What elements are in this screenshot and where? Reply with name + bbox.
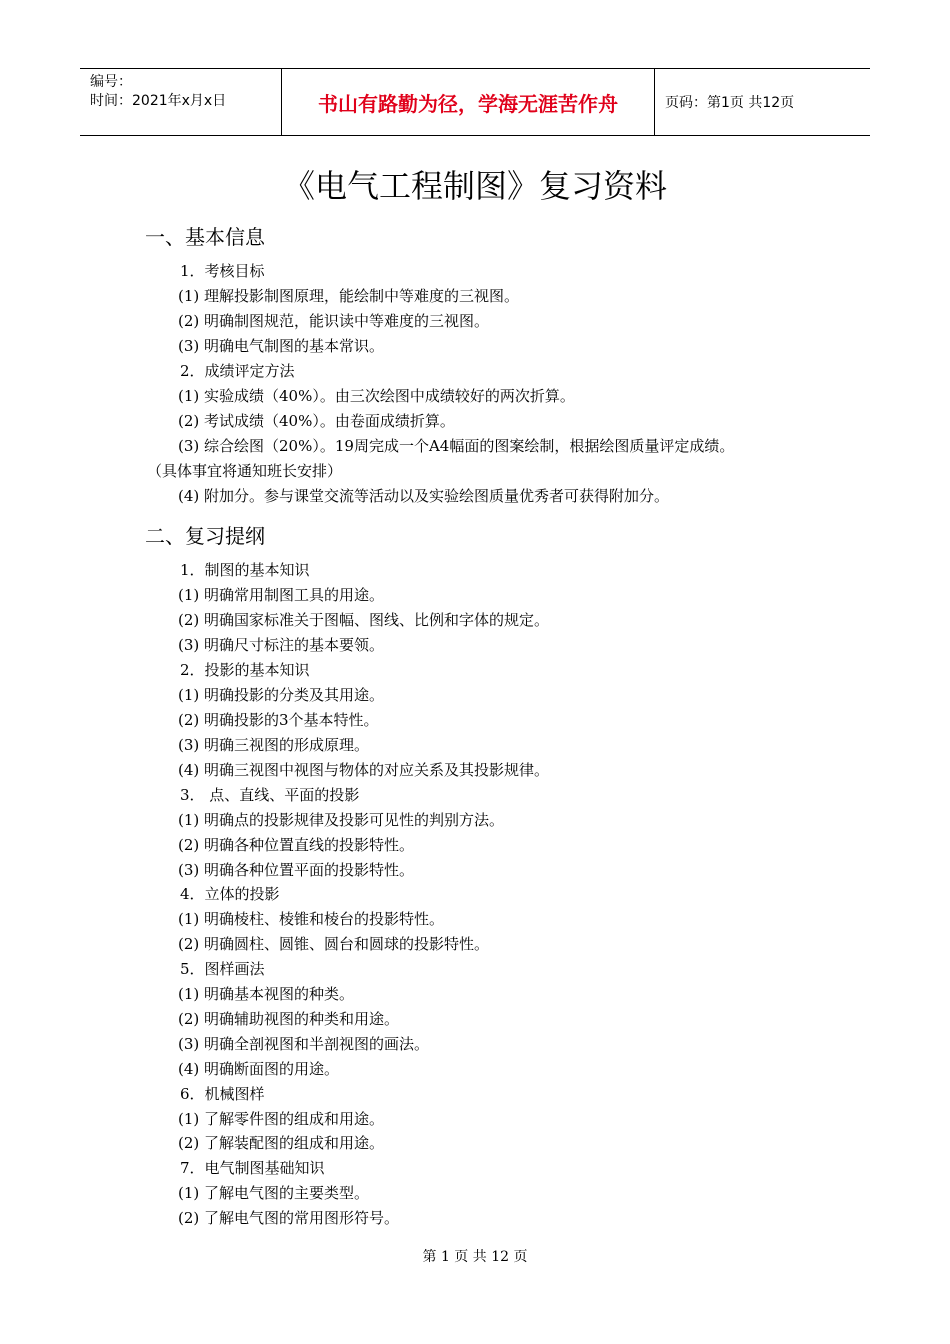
text-line: 4．立体的投影 (180, 885, 280, 903)
text-line: 2．投影的基本知识 (180, 661, 310, 679)
header-meta-cell (80, 69, 282, 135)
text-line: (2) 了解装配图的组成和用途。 (178, 1134, 385, 1152)
text-line: (3) 明确各种位置平面的投影特性。 (178, 861, 415, 879)
text-line: （具体事宜将通知班长安排） (147, 462, 343, 480)
page-title: 《电气工程制图》复习资料 (282, 167, 667, 205)
page-footer: 第 1 页 共 12 页 (422, 1249, 528, 1265)
text-line: 2．成绩评定方法 (180, 362, 295, 380)
text-line: (3) 明确电气制图的基本常识。 (178, 337, 385, 355)
text-line: (2) 明确投影的3个基本特性。 (178, 711, 379, 729)
text-line: 7．电气制图基础知识 (180, 1159, 325, 1177)
text-line: (2) 明确辅助视图的种类和用途。 (178, 1010, 400, 1028)
text-line: (3) 明确全剖视图和半剖视图的画法。 (178, 1035, 430, 1053)
text-line: 3． 点、直线、平面的投影 (180, 786, 360, 804)
text-line: (3) 综合绘图（20%）。19周完成一个A4幅面的图案绘制，根据绘图质量评定成绩。 (178, 437, 735, 455)
page-info: 页码：第1页 共12页 (665, 95, 795, 111)
text-line: (4) 附加分。参与课堂交流等活动以及实验绘图质量优秀者可获得附加分。 (178, 487, 670, 505)
text-line: 5．图样画法 (180, 960, 265, 978)
text-line: 1．考核目标 (180, 262, 265, 280)
text-line: (3) 明确三视图的形成原理。 (178, 736, 370, 754)
text-line: (2) 明确制图规范，能识读中等难度的三视图。 (178, 312, 490, 330)
text-line: (2) 明确国家标准关于图幅、图线、比例和字体的规定。 (178, 611, 550, 629)
text-line: (1) 了解零件图的组成和用途。 (178, 1110, 385, 1128)
text-line: (1) 明确基本视图的种类。 (178, 985, 355, 1003)
text-line: (1) 明确投影的分类及其用途。 (178, 686, 385, 704)
header-table (80, 68, 870, 136)
text-line: (3) 明确尺寸标注的基本要领。 (178, 636, 385, 654)
text-line: (1) 了解电气图的主要类型。 (178, 1184, 370, 1202)
text-line: (1) 明确棱柱、棱锥和棱台的投影特性。 (178, 910, 445, 928)
text-line: (2) 考试成绩（40%）。由卷面成绩折算。 (178, 412, 455, 430)
text-line: 1．制图的基本知识 (180, 561, 310, 579)
number-label: 编号： (90, 74, 132, 90)
text-line: (2) 了解电气图的常用图形符号。 (178, 1209, 400, 1227)
section-heading-review-outline: 二、复习提纲 (145, 524, 265, 548)
section-heading-basic-info: 一、基本信息 (145, 225, 265, 249)
text-line: (4) 明确断面图的用途。 (178, 1060, 340, 1078)
text-line: (4) 明确三视图中视图与物体的对应关系及其投影规律。 (178, 761, 550, 779)
time-label: 时间：2021年x月x日 (90, 93, 227, 109)
text-line: (2) 明确各种位置直线的投影特性。 (178, 836, 415, 854)
text-line: (1) 明确常用制图工具的用途。 (178, 586, 385, 604)
text-line: (2) 明确圆柱、圆锥、圆台和圆球的投影特性。 (178, 935, 490, 953)
motto: 书山有路勤为径，学海无涯苦作舟 (282, 69, 655, 135)
text-line: (1) 理解投影制图原理，能绘制中等难度的三视图。 (178, 287, 520, 305)
text-line: 6．机械图样 (180, 1085, 265, 1103)
text-line: (1) 实验成绩（40%）。由三次绘图中成绩较好的两次折算。 (178, 387, 575, 405)
text-line: (1) 明确点的投影规律及投影可见性的判别方法。 (178, 811, 505, 829)
